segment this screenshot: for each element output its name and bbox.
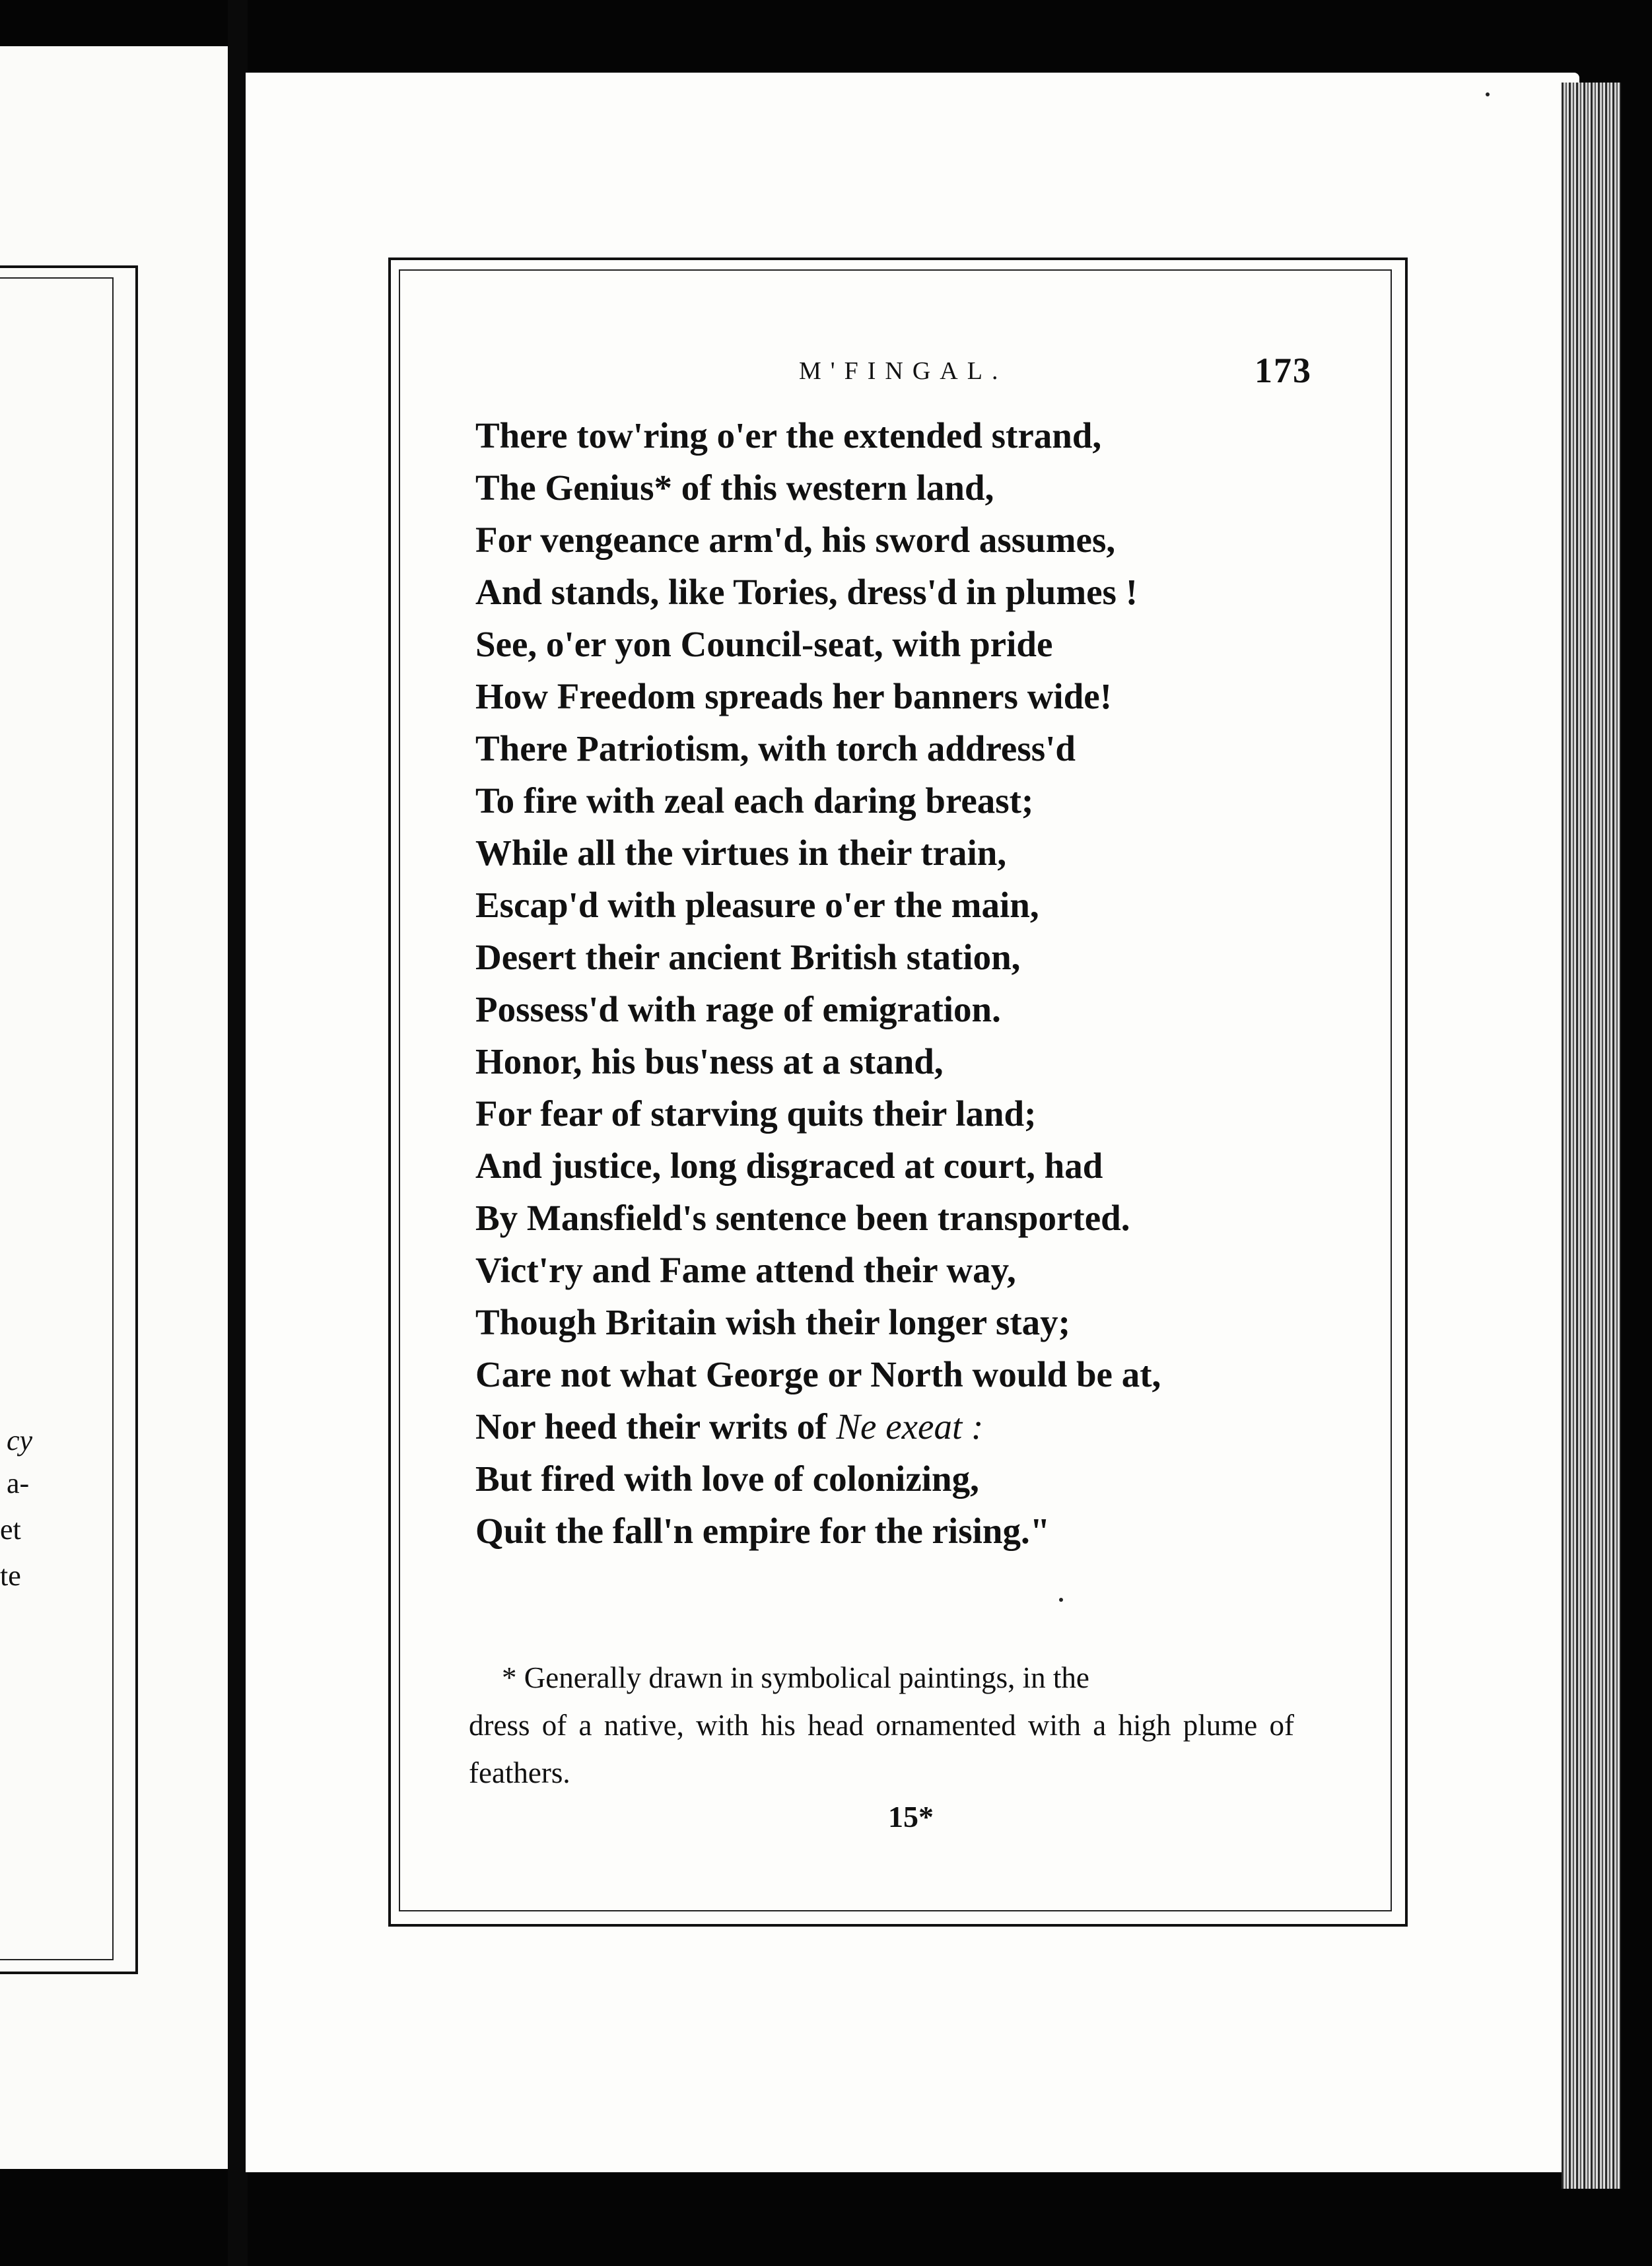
poem-text: [475, 409, 1161, 1557]
page-edges: [1562, 83, 1621, 2189]
running-title: M'FINGAL.: [799, 357, 1008, 385]
poem-line: For vengeance arm'd, his sword assumes,: [475, 520, 1116, 560]
left-page-inner-frame: [0, 277, 114, 1960]
latin-phrase: Ne exeat :: [836, 1406, 984, 1447]
poem-line: Quit the fall'n empire for the rising.": [475, 1511, 1050, 1551]
poem-line: There tow'ring o'er the extended strand,: [475, 415, 1102, 456]
poem-line: Possess'd with rage of emigration.: [475, 989, 1001, 1029]
left-fragment: te: [0, 1560, 21, 1592]
poem-line: Vict'ry and Fame attend their way,: [475, 1250, 1016, 1290]
poem-line: But fired with love of colonizing,: [475, 1459, 979, 1499]
book-gutter: [228, 0, 248, 2266]
left-page: [0, 46, 238, 2169]
poem-line: The Genius* of this western land,: [475, 467, 994, 508]
poem-line: While all the virtues in their train,: [475, 833, 1007, 873]
footnote-continuation: dress of a native, with his head ornamented with a high plume of feathers.: [469, 1709, 1294, 1789]
stray-mark: [1486, 92, 1490, 96]
footnote: [469, 1654, 1294, 1797]
poem-line: And stands, like Tories, dress'd in plumes !: [475, 572, 1138, 612]
poem-line: How Freedom spreads her banners wide!: [475, 676, 1113, 716]
poem-line: For fear of starving quits their land;: [475, 1093, 1037, 1134]
left-fragment: cy: [7, 1424, 33, 1457]
left-fragment: et: [0, 1513, 21, 1546]
poem-line: Escap'd with pleasure o'er the main,: [475, 885, 1039, 925]
poem-line: Though Britain wish their longer stay;: [475, 1302, 1071, 1342]
poem-line: Desert their ancient British station,: [475, 937, 1021, 977]
stray-mark: [1059, 1598, 1063, 1602]
poem-line: There Patriotism, with torch address'd: [475, 728, 1076, 769]
signature-mark: 15*: [888, 1800, 934, 1834]
page-number: 173: [1255, 351, 1312, 390]
poem-line: Honor, his bus'ness at a stand,: [475, 1041, 944, 1082]
poem-line: By Mansfield's sentence been transported.: [475, 1198, 1130, 1238]
poem-line: And justice, long disgraced at court, had: [475, 1146, 1103, 1186]
poem-line: To fire with zeal each daring breast;: [475, 780, 1034, 821]
left-fragment: a-: [7, 1467, 30, 1499]
footnote-first-line: * Generally drawn in symbolical paintings, in the: [502, 1661, 1089, 1694]
poem-line: [475, 1400, 1161, 1453]
poem-line: See, o'er yon Council-seat, with pride: [475, 624, 1053, 664]
poem-line: Care not what George or North would be at,: [475, 1354, 1161, 1394]
poem-line-text: Nor heed their writs of: [475, 1406, 837, 1447]
